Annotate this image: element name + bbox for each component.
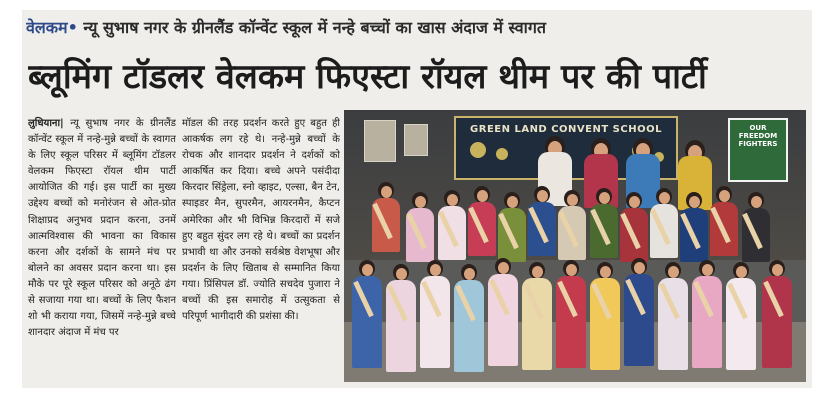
decoration-circle xyxy=(470,142,486,158)
headline: ब्लूमिंग टॉडलर वेलकम फिएस्टा रॉयल थीम पर की पार्टी xyxy=(28,57,707,97)
kicker-text: न्यू सुभाष नगर के ग्रीनलैंड कॉन्वेंट स्कूल में नन्हे बच्चों का खास अंदाज में स्वागत xyxy=(83,18,546,37)
column-1-text: न्यू सुभाष नगर के ग्रीनलैंड कॉन्वेंट स्कूल में नन्हे-मुन्ने बच्चों के स्वागत के लिए स्कूल परिसर में ब्लूमिंग टॉडलर वेलकम फिएस्टा रॉयल थीम पार्टी आयोजित की गई। इस पार्टी का मुख्य उद्देश्य बच्चों को मनोरंजन से ओत-प्रोत शिक्षाप्रद अनुभव प्रदान करना, उनमें आत्मविश्वास की भावना का विकास करना और दर्शकों के सामने मंच पर बोलने का अवसर प्रदान करना था। इस मौके पर पूरे स्कूल परिसर को अनूठे ढंग से सजाया गया था। बच्चों के लिए फैशन शो भी कराया गया, जिसमें नन्हे-मुन्ने बच्चे शानदार अंदाज में मंच पर xyxy=(28,118,176,339)
child-figure xyxy=(742,192,770,262)
child-figure xyxy=(438,190,466,260)
child-figure xyxy=(590,188,618,258)
child-figure xyxy=(528,186,556,256)
school-banner-text: GREEN LAND CONVENT SCHOOL xyxy=(470,124,662,135)
child-figure xyxy=(522,262,552,372)
child-figure xyxy=(488,258,518,368)
kicker-tag: वेलकम xyxy=(26,18,68,37)
child-figure xyxy=(726,262,756,372)
child-figure xyxy=(762,260,792,370)
child-figure xyxy=(692,260,722,370)
child-figure xyxy=(658,262,688,372)
child-figure xyxy=(650,188,678,258)
child-figure xyxy=(620,192,648,262)
article-column-1 xyxy=(28,116,176,382)
decoration-circle xyxy=(496,148,508,160)
child-figure xyxy=(498,192,526,262)
bullet-icon: • xyxy=(67,18,78,37)
child-figure xyxy=(590,262,620,372)
column-2-text: मॉडल की तरह प्रदर्शन करते हुए बहुत ही आकर्षक लग रहे थे। नन्हे-मुन्ने बच्चों के रोचक और शानदार प्रदर्शन ने दर्शकों को आकर्षित कर दिया। बच्चे अपने पसंदीदा किरदार सिंड्रेला, स्नो व्हाइट, एल्सा, बैन टेन, स्पाइडर मैन, सुपरमैन, आयरनमैन, कैप्टन अमेरिका और भी विभिन्न किरदारों में सजे हुए बहुत सुंदर लग रहे थे। बच्चों का प्रदर्शन प्रभावी था और उनको सर्वश्रेष्ठ वेशभूषा और प्रदर्शन के लिए खिताब से सम्मानित किया गया। प्रिंसिपल डॉ. ज्योति सचदेव पुजारा ने बच्चों की इस समारोह में उत्सुकता से परिपूर्ण भागीदारी की प्रशंसा की। xyxy=(182,118,340,323)
child-figure xyxy=(558,190,586,260)
child-figure xyxy=(352,260,382,370)
child-figure xyxy=(386,264,416,374)
article-column-2 xyxy=(182,116,340,382)
child-figure xyxy=(454,264,484,374)
child-figure xyxy=(710,186,738,256)
wall-poster xyxy=(404,124,428,156)
dateline: लुधियाना| xyxy=(28,118,64,129)
child-figure xyxy=(372,182,400,252)
newspaper-clipping xyxy=(22,10,812,388)
freedom-fighters-board xyxy=(728,118,788,182)
child-figure xyxy=(680,192,708,262)
child-figure xyxy=(556,260,586,370)
kicker-line xyxy=(26,14,806,42)
child-figure xyxy=(468,186,496,256)
child-figure xyxy=(406,192,434,262)
freedom-fighters-text: OUR FREEDOM FIGHTERS xyxy=(738,124,778,148)
child-figure xyxy=(420,260,450,370)
event-photo xyxy=(344,110,806,382)
wall-poster xyxy=(364,120,396,162)
child-figure xyxy=(624,258,654,368)
